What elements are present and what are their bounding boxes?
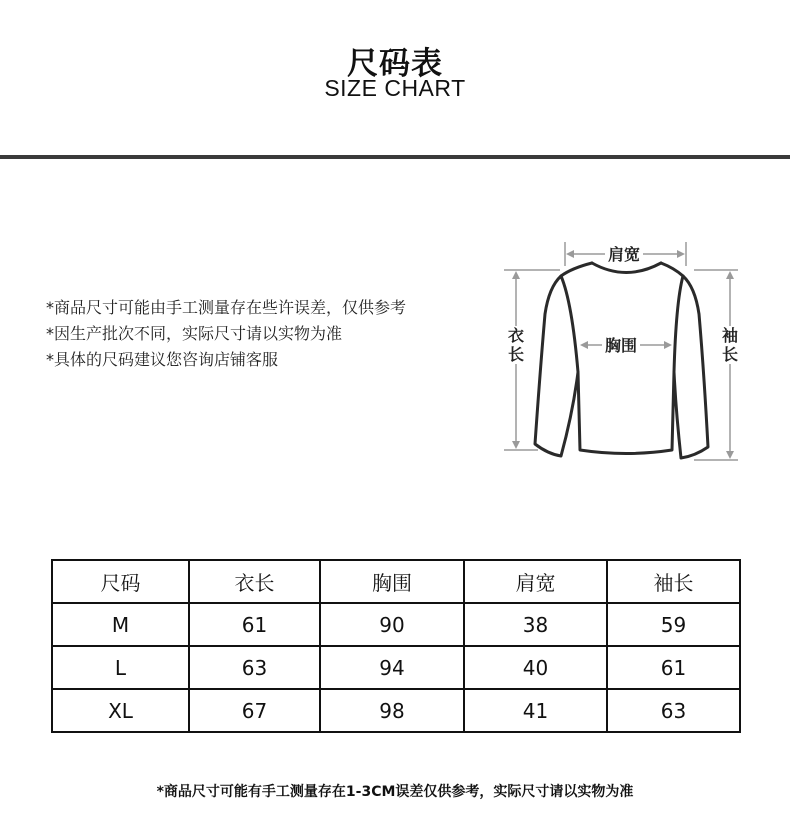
table-row bbox=[52, 603, 740, 646]
length-label: 衣长 bbox=[507, 326, 524, 364]
table-cell: 59 bbox=[607, 603, 740, 646]
table-cell: 67 bbox=[189, 689, 320, 732]
table-cell: 61 bbox=[189, 603, 320, 646]
header-shoulder: 肩宽 bbox=[464, 560, 607, 603]
note-item: *商品尺寸可能由手工测量存在些许误差，仅供参考 bbox=[46, 298, 407, 317]
header-chest: 胸围 bbox=[320, 560, 464, 603]
size-table bbox=[51, 559, 741, 733]
table-header-row bbox=[52, 560, 740, 603]
table-cell: 61 bbox=[607, 646, 740, 689]
table-row bbox=[52, 646, 740, 689]
chest-label: 胸围 bbox=[602, 337, 640, 355]
measurement-diagram bbox=[498, 232, 746, 472]
page-subtitle: SIZE CHART bbox=[324, 75, 466, 101]
header-size: 尺码 bbox=[52, 560, 189, 603]
table-cell: 38 bbox=[464, 603, 607, 646]
sleeve-dimension bbox=[694, 270, 738, 460]
table-cell: 63 bbox=[607, 689, 740, 732]
sleeve-label: 袖长 bbox=[721, 326, 738, 364]
shoulder-label: 肩宽 bbox=[605, 246, 643, 264]
table-cell: 98 bbox=[320, 689, 464, 732]
footer-note: *商品尺寸可能有手工测量存在1-3CM误差仅供参考，实际尺寸请以实物为准 bbox=[156, 784, 634, 800]
table-cell: XL bbox=[52, 689, 189, 732]
table-cell: 40 bbox=[464, 646, 607, 689]
notes-list bbox=[46, 295, 406, 373]
page-title: 尺码表 bbox=[347, 46, 443, 82]
table-row bbox=[52, 689, 740, 732]
table-cell: 90 bbox=[320, 603, 464, 646]
table-cell: 94 bbox=[320, 646, 464, 689]
table-cell: L bbox=[52, 646, 189, 689]
header-sleeve: 袖长 bbox=[607, 560, 740, 603]
note-item: *因生产批次不同，实际尺寸请以实物为准 bbox=[46, 324, 343, 343]
note-item: *具体的尺码建议您咨询店铺客服 bbox=[46, 350, 279, 369]
header-length: 衣长 bbox=[189, 560, 320, 603]
sweater-outline bbox=[535, 263, 708, 458]
table-cell: 41 bbox=[464, 689, 607, 732]
header-divider bbox=[0, 155, 790, 159]
table-cell: 63 bbox=[189, 646, 320, 689]
table-cell: M bbox=[52, 603, 189, 646]
